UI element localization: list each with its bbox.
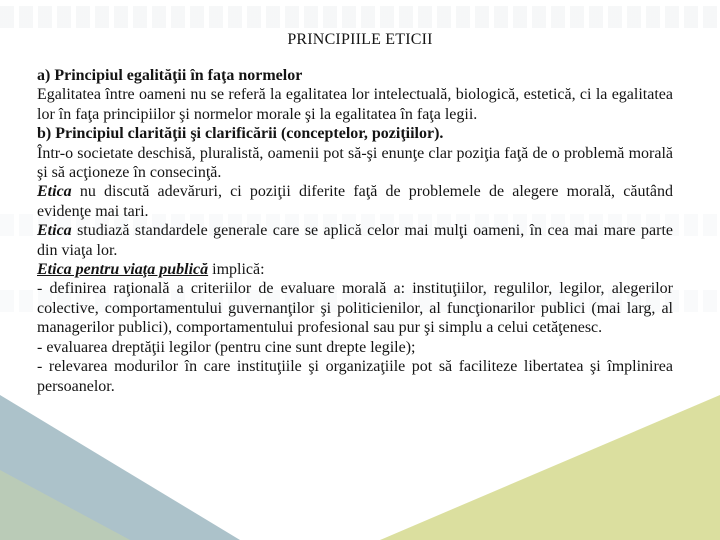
paragraph-etica-2-text: studiază standardele generale care se aplică celor mai mulţi oameni, în cea mai mare parte din viaţa lor. bbox=[37, 222, 673, 259]
paragraph-etica-2 bbox=[37, 221, 673, 260]
etica-term: Etica bbox=[37, 222, 72, 240]
heading-principle-b: b) Principiul clarităţii şi clarificării (conceptelor, poziţiilor). bbox=[37, 125, 444, 143]
body-text bbox=[37, 66, 673, 396]
olive-corner-shape bbox=[380, 395, 720, 540]
heading-principle-a: a) Principiul egalităţii în faţa normelor bbox=[37, 67, 303, 84]
etica-term: Etica bbox=[37, 183, 72, 201]
list-item: - relevarea modurilor în care instituţiile şi organizaţiile pot să faciliteze libertatea şi împlinirea persoanelor. bbox=[37, 358, 673, 395]
paragraph-etica-1-text: nu discută adevăruri, ci poziţii diferite faţă de problemele de alegere morală, căutând evidenţe mai tari. bbox=[37, 183, 673, 220]
public-ethics-term: Etica pentru viaţa publică bbox=[37, 261, 209, 279]
list-item: - evaluarea dreptăţii legilor (pentru cine sunt drepte legile); bbox=[37, 338, 416, 356]
paragraph-principle-b: Într-o societate deschisă, pluralistă, oamenii pot să-şi enunţe clar poziţia faţă de o problemă morală şi să acţioneze în consecinţă. bbox=[37, 144, 673, 182]
paragraph-principle-a: Egalitatea între oameni nu se referă la egalitatea lor intelectuală, biologică, estetică, ci la egalitatea lor în faţa principiilor şi normelor morale şi la egalitatea în faţa legii. bbox=[37, 86, 673, 123]
paragraph-etica-1 bbox=[37, 182, 673, 221]
list-item: - definirea raţională a criteriilor de evaluare morală a: instituţiilor, regulilor, legilor, alegerilor colective, comportamentului guvernanţilor şi politicienilor, al funcţionarilor publici (mai larg, al managerilor publici), comportamentului profesional sau pur şi simplu a celui cetăţenesc. bbox=[37, 280, 673, 337]
implies-text: implică: bbox=[208, 261, 265, 279]
paragraph-public-ethics bbox=[37, 260, 673, 279]
page-title: PRINCIPIILE ETICII bbox=[287, 31, 433, 48]
